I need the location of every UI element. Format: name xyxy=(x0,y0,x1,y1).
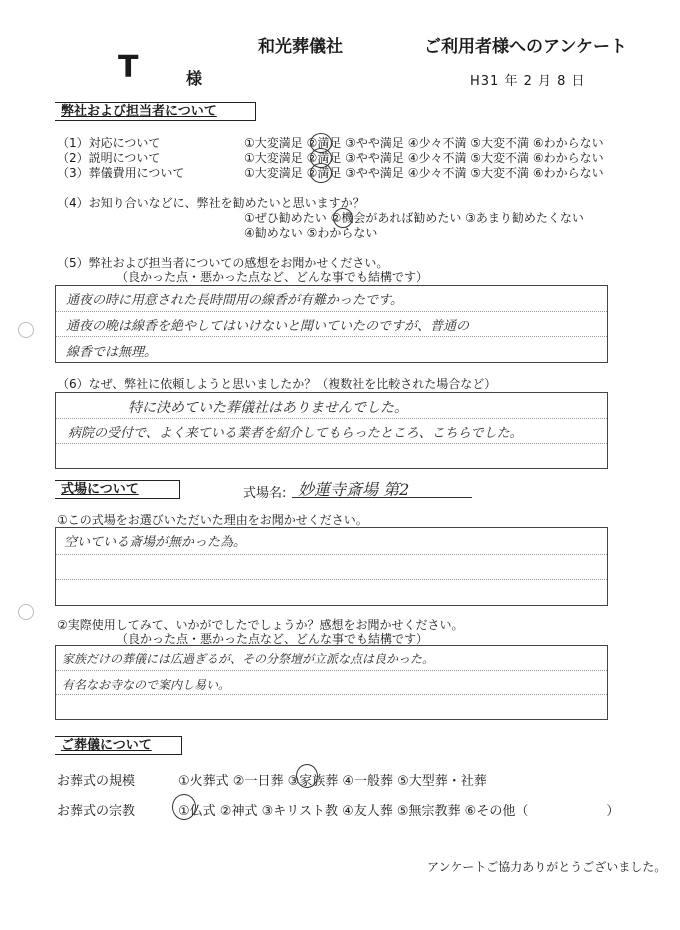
footer-thanks: アンケートご協力ありがとうございました。 xyxy=(427,860,667,874)
section-heading-venue xyxy=(55,480,180,499)
survey-date: H31 年 2 月 8 日 xyxy=(470,74,586,89)
venue-q2-subtext: （良かった点・悪かった点など、どんな事でも結構です） xyxy=(116,632,429,646)
venue-q2-question: ②実際使用してみて、いかがでしたでしょうか？感想をお聞かせください。 xyxy=(57,618,464,632)
religion-label: お葬式の宗教 xyxy=(57,804,136,819)
section-heading-company xyxy=(55,102,256,121)
q5-answer-line2: 通夜の晩は線香を絶やしてはいけないと聞いていたのですが、普通の xyxy=(66,319,470,334)
q4-question: （4）お知り合いなどに、弊社を勧めたいと思いますか？ xyxy=(57,196,365,210)
section-heading-venue-text: 式場について xyxy=(61,482,139,497)
customer-name: T xyxy=(118,50,139,85)
company-name: 和光葬儀社 xyxy=(258,37,343,57)
venue-q1-question: ①この式場をお選びいただいた理由をお聞かせください。 xyxy=(57,513,368,527)
q1-label: （1）対応について xyxy=(57,136,161,150)
punch-hole-mark-bottom xyxy=(18,604,34,620)
q2-options: ①大変満足 ②満足 ③やや満足 ④少々不満 ⑤大変不満 ⑥わからない xyxy=(244,151,604,165)
answer-circle-q3 xyxy=(310,163,332,183)
punch-hole-mark-top xyxy=(18,322,34,338)
venue-underline xyxy=(292,497,472,498)
venue-label: 式場名: xyxy=(243,486,287,501)
q6-answer-line1: 特に決めていた葬儀社はありませんでした。 xyxy=(128,400,408,416)
q4-options-line1: ①ぜひ勧めたい ②機会があれば勧めたい ③あまり勧めたくない xyxy=(244,211,584,225)
venue-q2-answer-line2: 有名なお寺なので案内し易い。 xyxy=(62,678,231,692)
q5-answer-line3: 線香では無理。 xyxy=(66,345,158,360)
venue-q1-answer-line1: 空いている斎場が無かった為。 xyxy=(64,535,247,550)
q2-label: （2）説明について xyxy=(57,151,161,165)
q3-options: ①大変満足 ②満足 ③やや満足 ④少々不満 ⑤大変不満 ⑥わからない xyxy=(244,166,604,180)
scale-options: ①火葬式 ②一日葬 ③家族葬 ④一般葬 ⑤大型葬・社葬 xyxy=(178,774,487,789)
q3-label: （3）葬儀費用について xyxy=(57,166,185,180)
religion-options: ①仏式 ②神式 ③キリスト教 ④友人葬 ⑤無宗教葬 ⑥その他（ ） xyxy=(178,804,620,819)
section-heading-funeral xyxy=(55,736,182,755)
section-heading-company-text: 弊社および担当者について xyxy=(61,104,217,119)
scale-answer-circle xyxy=(296,764,318,788)
q5-subtext: （良かった点・悪かった点など、どんな事でも結構です） xyxy=(116,270,429,284)
honorific: 様 xyxy=(186,69,203,88)
survey-title: ご利用者様へのアンケート xyxy=(424,37,627,57)
section-heading-funeral-text: ご葬儀について xyxy=(61,738,152,753)
q6-question: （6）なぜ、弊社に依頼しようと思いましたか？（複数社を比較された場合など） xyxy=(57,377,497,391)
q6-answer-line2: 病院の受付で、よく来ている業者を紹介してもらったところ、こちらでした。 xyxy=(68,426,523,441)
answer-circle-q4 xyxy=(333,208,353,228)
venue-q2-answer-line1: 家族だけの葬儀には広過ぎるが、その分祭壇が立派な点は良かった。 xyxy=(62,652,435,666)
q5-answer-line1: 通夜の時に用意された長時間用の線香が有難かったです。 xyxy=(66,293,403,308)
q1-options: ①大変満足 ②満足 ③やや満足 ④少々不満 ⑤大変不満 ⑥わからない xyxy=(244,136,604,150)
venue-name: 妙蓮寺斎場 第2 xyxy=(298,480,410,499)
scale-label: お葬式の規模 xyxy=(57,774,136,789)
religion-answer-circle xyxy=(172,794,196,820)
q5-question: （5）弊社および担当者についての感想をお聞かせください。 xyxy=(57,256,389,270)
q4-options-line2: ④勧めない ⑤わからない xyxy=(244,226,378,240)
